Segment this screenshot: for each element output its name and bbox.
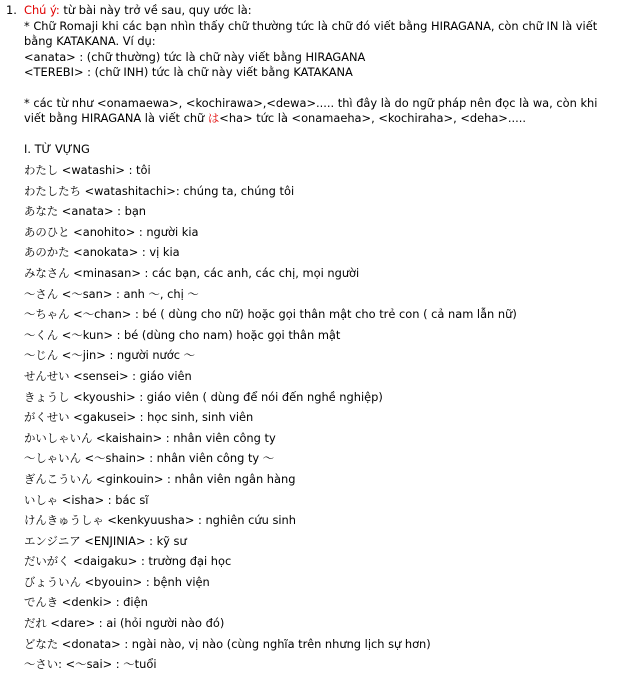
- vocab-item: ～じん <～jin> : người nước ～: [24, 348, 196, 363]
- list-number: 1.: [6, 3, 17, 17]
- note-line-4: <TEREBI> : (chữ INH) tức là chữ này viết bằng KATAKANA: [24, 65, 353, 79]
- vocab-item: けんきゅうしゃ <kenkyuusha> : nghiên cứu sinh: [24, 513, 296, 528]
- note-body: [6, 19, 638, 158]
- vocabulary-list: [6, 160, 638, 675]
- note-line-2: bằng KATAKANA. Ví dụ:: [24, 34, 156, 48]
- vocab-item: ～さん <～san> : anh ～, chị ～: [24, 286, 199, 301]
- vocab-item: ～ちゃん <～chan> : bé ( dùng cho nữ) hoặc gọi thân mật cho trẻ con ( cả nam lẫn nữ): [24, 307, 517, 322]
- vocab-item: いしゃ <isha> : bác sĩ: [24, 492, 149, 507]
- vocab-item: ぎんこういん <ginkouin> : nhân viên ngân hàng: [24, 471, 296, 486]
- vocab-item: ～くん <～kun> : bé (dùng cho nam) hoặc gọi thân mật: [24, 327, 341, 342]
- vocab-item: だいがく <daigaku> : trường đại học: [24, 554, 232, 569]
- vocab-item: かいしゃいん <kaishain> : nhân viên công ty: [24, 430, 276, 445]
- vocab-item: みなさん <minasan> : các bạn, các anh, các chị, mọi người: [24, 265, 360, 280]
- note-line-3: <anata> : (chữ thường) tức là chữ này viết bằng HIRAGANA: [24, 49, 366, 64]
- vocab-item: きょうし <kyoushi> : giáo viên ( dùng để nói đến nghề nghiệp): [24, 389, 383, 404]
- section-title: I. TỪ VỰNG: [24, 141, 90, 156]
- spacer: [24, 127, 638, 142]
- note-line-6-end: <ha> tức là <onamaeha>, <kochiraha>, <deha>.....: [219, 111, 526, 125]
- vocab-item: わたしたち <watashitachi>: chúng ta, chúng tôi: [24, 183, 295, 198]
- vocab-item: どなた <donata> : ngài nào, vị nào (cùng nghĩa trên nhưng lịch sự hơn): [24, 636, 431, 651]
- note-line-1: * Chữ Romaji khi các bạn nhìn thấy chữ thường tức là chữ đó viết bằng HIRAGANA, còn chữ IN là viết: [24, 18, 598, 33]
- vocab-item: ～さい: <～sai> : ～tuổi: [24, 657, 157, 672]
- spacer: [24, 81, 638, 96]
- note-heading-line: [6, 3, 638, 19]
- vocab-item: がくせい <gakusei> : học sinh, sinh viên: [24, 410, 254, 425]
- vocab-item: あのひと <anohito> : người kia: [24, 224, 199, 239]
- vocab-item: あのかた <anokata> : vị kia: [24, 245, 180, 260]
- document-page: [6, 3, 638, 675]
- note-line-5: * các từ như <onamaewa>, <kochirawa>,<dewa>..... thì đây là do ngữ pháp nên đọc là wa, còn khi: [24, 95, 598, 110]
- note-intro: từ bài này trở về sau, quy ước là:: [59, 3, 252, 17]
- vocab-item: わたし <watashi> : tôi: [24, 163, 151, 177]
- vocab-item: でんき <denki> : điện: [24, 595, 148, 610]
- vocab-item: ～しゃいん <～shain> : nhân viên công ty ～: [24, 451, 275, 466]
- vocab-item: エンジニア <ENJINIA> : kỹ sư: [24, 533, 187, 548]
- vocab-item: びょういん <byouin> : bệnh viện: [24, 574, 210, 589]
- note-line-6-start: viết bằng HIRAGANA là viết chữ: [24, 111, 208, 125]
- note-heading: [24, 3, 252, 19]
- vocab-item: せんせい <sensei> : giáo viên: [24, 368, 192, 383]
- vocab-item: だれ <dare> : ai (hỏi người nào đó): [24, 616, 225, 631]
- vocab-item: あなた <anata> : bạn: [24, 204, 147, 219]
- note-line-6: [24, 111, 638, 127]
- note-label: Chú ý:: [24, 3, 60, 17]
- hiragana-ha-char: は: [207, 111, 220, 125]
